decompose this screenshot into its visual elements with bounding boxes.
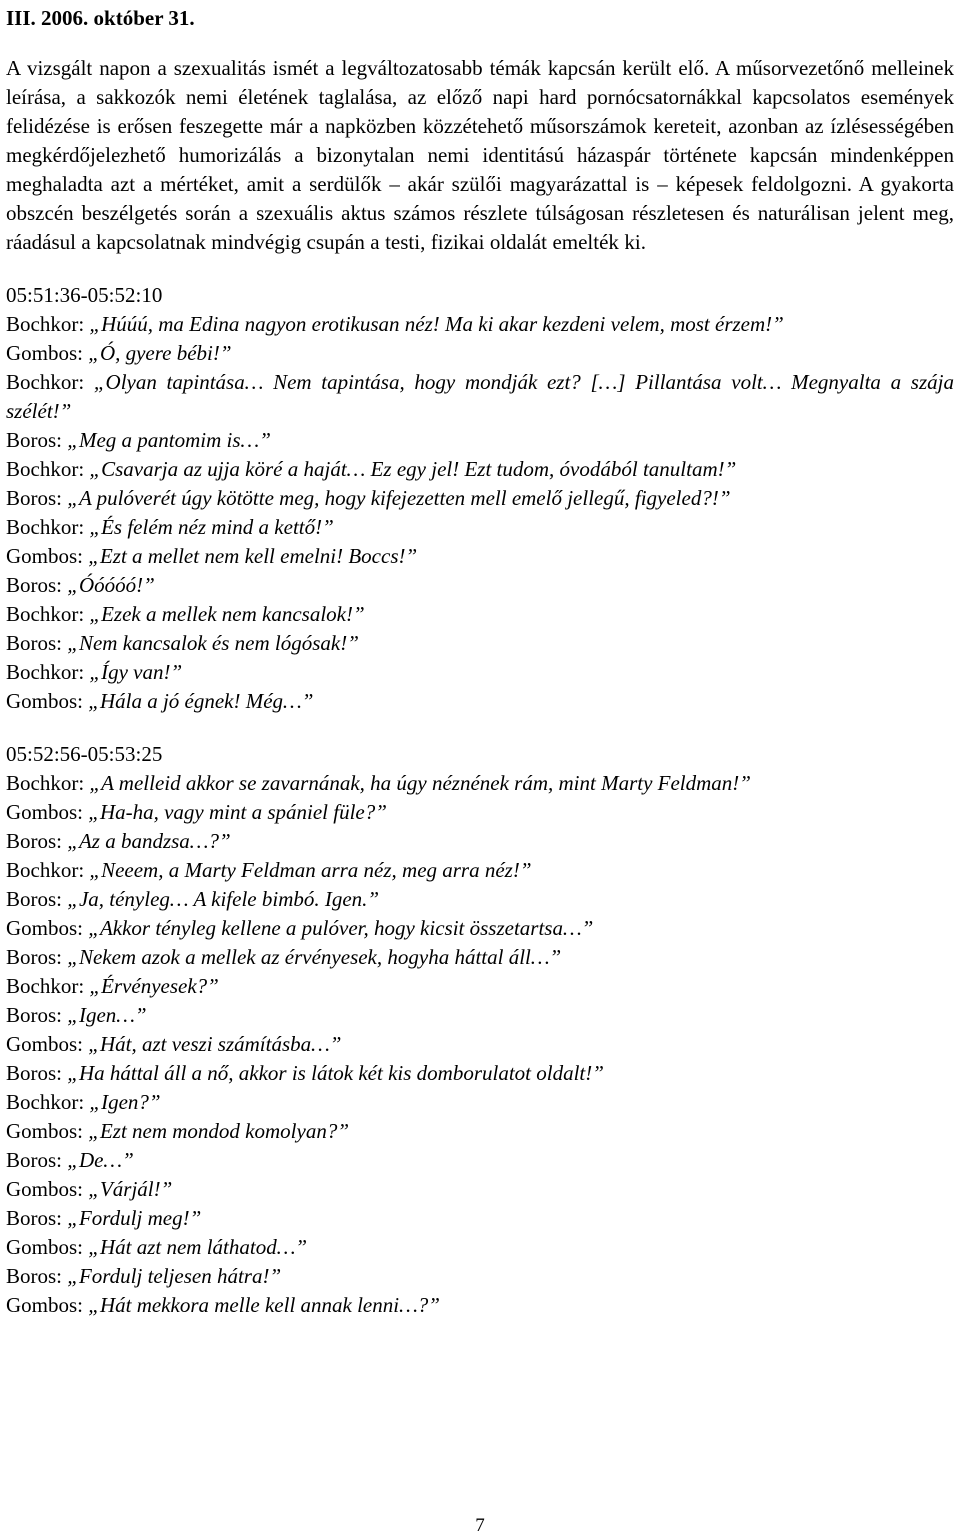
quote: „Húúú, ma Edina nagyon erotikusan néz! Ma ki akar kezdeni velem, most érzem!” [89, 312, 784, 336]
quote: „Az a bandzsa…?” [67, 829, 231, 853]
quote: „De…” [67, 1148, 134, 1172]
dialogue-line [6, 972, 954, 1001]
speaker: Boros: [6, 631, 63, 655]
quote: „Hát azt nem láthatod…” [88, 1235, 308, 1259]
speaker: Bochkor: [6, 858, 85, 882]
quote: „Ó, gyere bébi!” [88, 341, 232, 365]
quote: „Igen?” [89, 1090, 161, 1114]
speaker: Boros: [6, 1003, 63, 1027]
quote: „Meg a pantomim is…” [67, 428, 271, 452]
speaker: Bochkor: [6, 771, 85, 795]
dialogue-line [6, 310, 954, 339]
dialogue-line [6, 455, 954, 484]
dialogue-list [6, 769, 954, 1320]
quote: „És felém néz mind a kettő!” [89, 515, 334, 539]
speaker: Bochkor: [6, 974, 85, 998]
speaker: Bochkor: [6, 457, 85, 481]
dialogue-line [6, 629, 954, 658]
speaker: Gombos: [6, 544, 84, 568]
transcript-section-2 [6, 740, 954, 1320]
dialogue-line [6, 943, 954, 972]
dialogue-line [6, 1146, 954, 1175]
speaker: Bochkor: [6, 515, 85, 539]
quote: „Óóóóó!” [67, 573, 155, 597]
quote: „Ezek a mellek nem kancsalok!” [89, 602, 365, 626]
dialogue-line [6, 1059, 954, 1088]
dialogue-line [6, 769, 954, 798]
quote: „Csavarja az ujja köré a haját… Ez egy jel! Ezt tudom, óvodából tanultam!” [89, 457, 737, 481]
dialogue-line [6, 856, 954, 885]
dialogue-line [6, 658, 954, 687]
quote: „A pulóverét úgy kötötte meg, hogy kifejezetten mell emelő jellegű, figyeled?!” [67, 486, 731, 510]
dialogue-line [6, 1088, 954, 1117]
quote: „Érvényesek?” [89, 974, 219, 998]
dialogue-line [6, 798, 954, 827]
dialogue-line [6, 426, 954, 455]
transcript-section-1 [6, 281, 954, 716]
dialogue-line [6, 368, 954, 426]
dialogue-line [6, 1233, 954, 1262]
quote: „Ja, tényleg… A kifele bimbó. Igen.” [67, 887, 380, 911]
speaker: Bochkor: [6, 1090, 85, 1114]
speaker: Boros: [6, 1148, 63, 1172]
speaker: Gombos: [6, 916, 84, 940]
speaker: Boros: [6, 945, 63, 969]
quote: „Ezt nem mondod komolyan?” [88, 1119, 350, 1143]
speaker: Boros: [6, 1264, 63, 1288]
quote: „Várjál!” [88, 1177, 173, 1201]
dialogue-line [6, 1262, 954, 1291]
speaker: Boros: [6, 887, 63, 911]
quote: „Így van!” [89, 660, 183, 684]
section-heading: III. 2006. október 31. [6, 6, 195, 30]
dialogue-line [6, 542, 954, 571]
dialogue-line [6, 914, 954, 943]
quote: „A melleid akkor se zavarnának, ha úgy néznének rám, mint Marty Feldman!” [89, 771, 751, 795]
quote: „Hát, azt veszi számításba…” [88, 1032, 342, 1056]
timecode: 05:51:36-05:52:10 [6, 283, 163, 307]
speaker: Boros: [6, 486, 63, 510]
quote: „Akkor tényleg kellene a pulóver, hogy kicsit összetartsa…” [88, 916, 594, 940]
document-page [6, 0, 954, 1320]
speaker: Gombos: [6, 341, 84, 365]
quote: „Ha háttal áll a nő, akkor is látok két kis domborulatot oldalt!” [67, 1061, 604, 1085]
quote: „Ezt a mellet nem kell emelni! Boccs!” [88, 544, 418, 568]
speaker: Gombos: [6, 1032, 84, 1056]
speaker: Gombos: [6, 689, 84, 713]
quote: „Olyan tapintása… Nem tapintása, hogy mondják ezt? […] Pillantása volt… Megnyalta a szája szélét!” [6, 370, 954, 423]
speaker: Boros: [6, 1206, 63, 1230]
speaker: Bochkor: [6, 312, 85, 336]
dialogue-line [6, 1030, 954, 1059]
dialogue-line [6, 513, 954, 542]
speaker: Boros: [6, 1061, 63, 1085]
dialogue-line [6, 571, 954, 600]
dialogue-line [6, 827, 954, 856]
dialogue-line [6, 600, 954, 629]
quote: „Hála a jó égnek! Még…” [88, 689, 314, 713]
dialogue-line [6, 1001, 954, 1030]
dialogue-line [6, 687, 954, 716]
speaker: Gombos: [6, 800, 84, 824]
quote: „Nem kancsalok és nem lógósak!” [67, 631, 359, 655]
speaker: Bochkor: [6, 660, 85, 684]
speaker: Gombos: [6, 1235, 84, 1259]
dialogue-line [6, 885, 954, 914]
page-number: 7 [475, 1515, 485, 1536]
timecode: 05:52:56-05:53:25 [6, 742, 163, 766]
dialogue-line [6, 1117, 954, 1146]
dialogue-line [6, 484, 954, 513]
quote: „Nekem azok a mellek az érvényesek, hogyha háttal áll…” [67, 945, 562, 969]
dialogue-line [6, 1291, 954, 1320]
speaker: Gombos: [6, 1177, 84, 1201]
body-paragraph: A vizsgált napon a szexualitás ismét a legváltozatosabb témák kapcsán került elő. A műsorvezetőnő melleinek leírása, a sakkozók nemi életének taglalása, az előző napi hard pornócsatornákkal kapcsolatos események felidézése is erősen feszegette már a napközben közzétehető műsorszámok kereteit, azonban az ízlésességében megkérdőjelezhető humorizálás a bizonytalan nemi identitású házaspár története kapcsán mindenképpen meghaladta azt a mértéket, amit a serdülők – akár szülői magyarázattal is – képesek feldolgozni. A gyakorta obszcén beszélgetés során a szexuális aktus számos részlete túlságosan részletesen és naturálisan jelent meg, ráadásul a kapcsolatnak mindvégig csupán a testi, fizikai oldalát emelték ki. [6, 56, 954, 254]
quote: „Neeem, a Marty Feldman arra néz, meg arra néz!” [89, 858, 532, 882]
speaker: Bochkor: [6, 370, 85, 394]
dialogue-line [6, 1204, 954, 1233]
quote: „Igen…” [67, 1003, 147, 1027]
speaker: Gombos: [6, 1119, 84, 1143]
dialogue-line [6, 1175, 954, 1204]
speaker: Boros: [6, 829, 63, 853]
speaker: Bochkor: [6, 602, 85, 626]
speaker: Boros: [6, 573, 63, 597]
speaker: Gombos: [6, 1293, 84, 1317]
dialogue-line [6, 339, 954, 368]
quote: „Hát mekkora melle kell annak lenni…?” [88, 1293, 440, 1317]
quote: „Ha-ha, vagy mint a spániel füle?” [88, 800, 387, 824]
quote: „Fordulj teljesen hátra!” [67, 1264, 282, 1288]
dialogue-list [6, 310, 954, 716]
speaker: Boros: [6, 428, 63, 452]
quote: „Fordulj meg!” [67, 1206, 202, 1230]
